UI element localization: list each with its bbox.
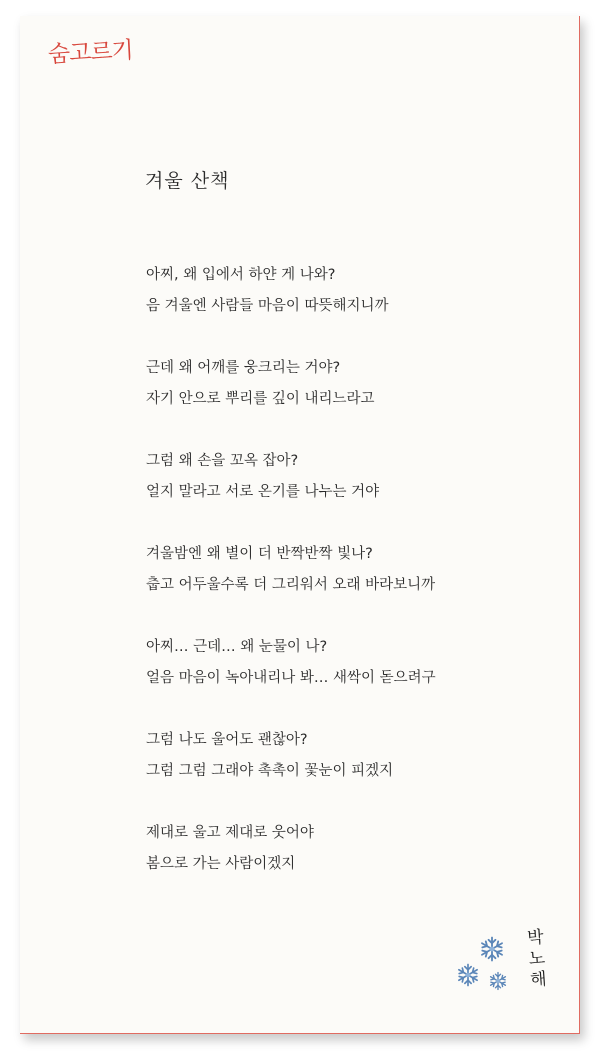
poem-line: 그럼 나도 울어도 괜찮아? bbox=[146, 732, 308, 748]
brand-logo: 숨고르기 bbox=[47, 37, 134, 68]
author-signature bbox=[524, 927, 550, 991]
stanza-2 bbox=[146, 353, 566, 415]
poem-line: 봄으로 가는 사람이겠지 bbox=[146, 856, 296, 872]
stanza-4 bbox=[146, 539, 566, 601]
poem-line: 얼지 말라고 서로 온기를 나누는 거야 bbox=[146, 484, 380, 500]
poem-line: 음 겨울엔 사람들 마음이 따뜻해지니까 bbox=[146, 298, 389, 314]
signature-char: 해 bbox=[529, 969, 548, 991]
stanza-7 bbox=[146, 818, 566, 880]
poem-line: 춥고 어두울수록 더 그리워서 오래 바라보니까 bbox=[146, 577, 436, 593]
snowflake-icon bbox=[482, 938, 502, 961]
snowflake-icon bbox=[459, 965, 477, 986]
poem-line: 아찌… 근데… 왜 눈물이 나? bbox=[146, 639, 328, 655]
stanza-3 bbox=[146, 446, 566, 508]
poem-line: 제대로 울고 제대로 웃어야 bbox=[146, 825, 314, 841]
signature-char: 노 bbox=[528, 948, 546, 970]
stanza-1 bbox=[146, 260, 566, 322]
poem-line: 자기 안으로 뿌리를 깊이 내리느라고 bbox=[146, 391, 375, 407]
poem-title: 겨울 산책 bbox=[145, 170, 230, 192]
poem-line: 근데 왜 어깨를 웅크리는 거야? bbox=[146, 360, 341, 376]
stanza-6 bbox=[146, 725, 566, 787]
poem-line: 얼음 마음이 녹아내리나 봐… 새싹이 돋으려구 bbox=[146, 670, 436, 686]
poem-card bbox=[20, 16, 580, 1034]
poem-body bbox=[146, 260, 566, 911]
signature-char: 박 bbox=[526, 927, 545, 949]
snowflake-icon bbox=[491, 973, 506, 990]
poem-line: 아찌, 왜 입에서 하얀 게 나와? bbox=[146, 267, 336, 283]
snowflakes-decoration bbox=[454, 933, 522, 1001]
poem-line: 그럼 그럼 그래야 촉촉이 꽃눈이 피겠지 bbox=[146, 763, 394, 779]
poem-line: 겨울밤엔 왜 별이 더 반짝반짝 빛나? bbox=[146, 546, 373, 562]
poem-line: 그럼 왜 손을 꼬옥 잡아? bbox=[146, 453, 299, 469]
stanza-5 bbox=[146, 632, 566, 694]
